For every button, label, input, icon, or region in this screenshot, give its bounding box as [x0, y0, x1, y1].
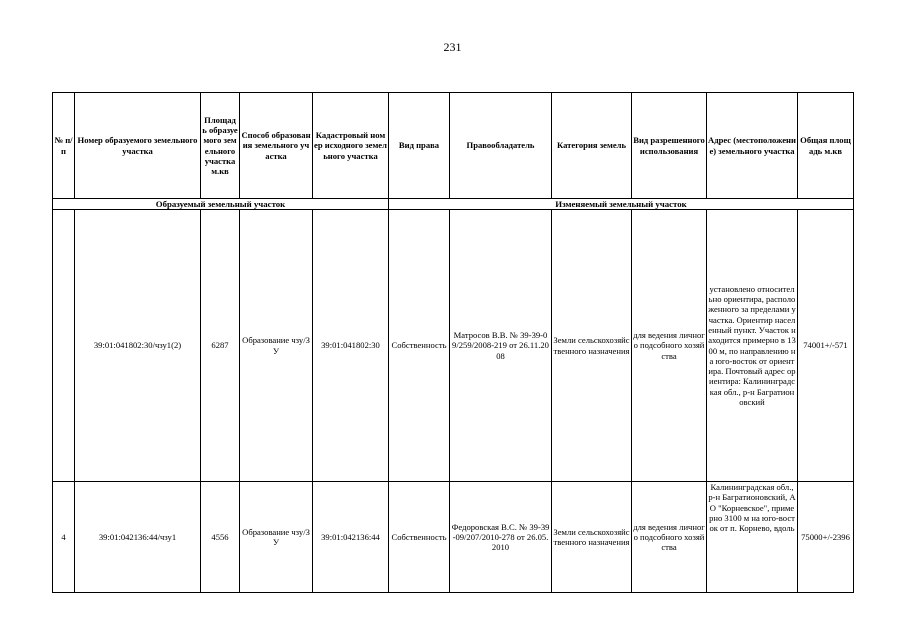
cell-right-type: Собственность	[389, 210, 450, 482]
cell-plot-number: 39:01:042136:44/чзу1	[75, 482, 201, 593]
page-number: 231	[443, 40, 462, 54]
header-address: Адрес (местоположение) земельного участка	[707, 93, 798, 199]
table-row	[53, 482, 854, 593]
header-plot-number: Номер образуемого земельного участка	[75, 93, 201, 199]
cell-method: Образование чзу/ЗУ	[240, 482, 313, 593]
cell-owner: Федоровская В.С. № 39-39-09/207/2010-278 от 26.05.2010	[450, 482, 552, 593]
header-category: Категория земель	[552, 93, 632, 199]
land-plot-table	[52, 92, 854, 593]
cell-num: 4	[53, 482, 75, 593]
section-formed: Образуемый земельный участок	[53, 199, 389, 210]
header-use: Вид разрешенного использования	[632, 93, 707, 199]
cell-plot-number: 39:01:041802:30/чзу1(2)	[75, 210, 201, 482]
header-area: Площадь образуемого земельного участка м.кв	[201, 93, 240, 199]
cell-total-area: 74001+/-571	[798, 210, 854, 482]
cell-total-area: 75000+/-2396	[798, 482, 854, 593]
header-row	[53, 93, 854, 199]
cell-category: Земли сельскохозяйственного назначения	[552, 210, 632, 482]
cell-address: установлено относительно ориентира, расположенного за пределами участка. Ориентир населенный пункт. Участок находится примерно в 1300 м, по направлению на юго-восток от ориентира. Почтовый адрес ориентира: Калининградская обл., р-н Багратионовский	[707, 210, 798, 482]
cell-area: 4556	[201, 482, 240, 593]
cell-address: Калининградская обл., р-н Багратионовский, АО "Корневское", примерно 3100 м на юго-восток от п. Корнево, вдоль	[707, 482, 798, 593]
cell-category: Земли сельскохозяйственного назначения	[552, 482, 632, 593]
section-changed: Изменяемый земельный участок	[389, 199, 854, 210]
section-row	[53, 199, 854, 210]
cell-source-cad: 39:01:041802:30	[313, 210, 389, 482]
header-owner: Правообладатель	[450, 93, 552, 199]
header-right-type: Вид права	[389, 93, 450, 199]
cell-right-type: Собственность	[389, 482, 450, 593]
cell-owner: Матросов В.В. № 39-39-09/259/2008-219 от 26.11.2008	[450, 210, 552, 482]
cell-method: Образование чзу/ЗУ	[240, 210, 313, 482]
header-method: Способ образования земельного участка	[240, 93, 313, 199]
header-total-area: Общая площадь м.кв	[798, 93, 854, 199]
cell-source-cad: 39:01:042136:44	[313, 482, 389, 593]
header-source-cad: Кадастровый номер исходного земельного участка	[313, 93, 389, 199]
header-num: № п/п	[53, 93, 75, 199]
cell-area: 6287	[201, 210, 240, 482]
cell-num	[53, 210, 75, 482]
cell-use: для ведения личного подсобного хозяйства	[632, 482, 707, 593]
table-row	[53, 210, 854, 482]
cell-use: для ведения личного подсобного хозяйства	[632, 210, 707, 482]
